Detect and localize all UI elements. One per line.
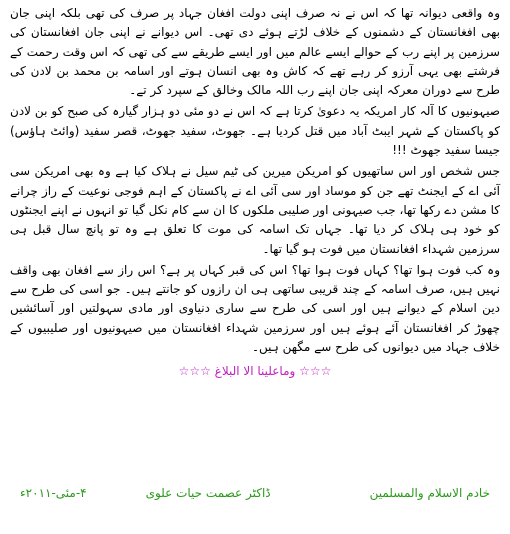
- closing-line: ☆☆☆ وماعلینا الا البلاغ ☆☆☆: [178, 364, 332, 379]
- signature-footer: [20, 481, 490, 505]
- author-name: ڈاکٹر عصمت حیات علوی: [145, 486, 271, 500]
- paragraph-2: صیہونیوں کا آلہ کار امریکہ یہ دعویٰ کرتا ہے کہ اس نے دو مئی دو ہزار گیارہ کی صبح کو بن لادن کو پاکستان کے شہر ایبٹ آباد میں قتل کردیا ہے۔ جھوٹ، سفید جھوٹ، قصر سفید (وائٹ ہاؤس) جیسا سفید جھوٹ !!!: [10, 104, 500, 158]
- paragraph-3: جس شخص اور اس ساتھیوں کو امریکن میرین کی ٹیم سیل نے ہلاک کیا ہے وہ بھی امریکن سی آئی اے کے ایجنٹ تھے جن کو موساد اور سی آئی اے نے پاکستان کے اہم فوجی نوعیت کے راز چرانے کا مشن دے رکھا تھا، جب صیہونی اور صلیبی ملکوں کا ان سے کام نکل گیا تو انہوں نے اپنے ایجنٹوں کو خود ہی ہلاک کر دیا تھا۔ جہاں تک اسامہ کی موت کا تعلق ہے وہ تو پانچ سال قبل ہی سرزمین شہداء افغانستان میں فوت ہو گیا تھا۔: [10, 164, 500, 256]
- paragraph-4: وہ کب فوت ہوا تھا؟ کہاں فوت ہوا تھا؟ اس کی قبر کہاں پر ہے؟ اس راز سے افغان بھی واقف نہیں ہیں، صرف اسامہ کے چند قریبی ساتھی ہی ان رازوں کو جانتے ہیں۔ جو اسی کی طرح سے دین اسلام کے دیوانے ہیں اور اسی کی طرح سے ساری دنیاوی اور مادی سہولتیں اور آسائشیں چھوڑ کر افغانستان آئے ہوئے ہیں اور سرزمین شہداء افغانستان میں صیہونیوں اور صلیبیوں کے خلاف جہاد میں دیوانوں کی طرح سے مگھن ہیں۔: [10, 262, 500, 355]
- publish-date: ۴-مئی-۲۰۱۱ء: [20, 486, 87, 500]
- signature-title: خادم الاسلام والمسلمین: [369, 486, 490, 500]
- paragraph-1: وہ واقعی دیوانہ تھا کہ اس نے نہ صرف اپنی دولت افغان جہاد پر صرف کی تھی بلکہ اپنی جان بھی افغانستان کے دشمنوں کے خلاف لڑتے ہوئے دی تھی۔ اس دیوانے نے اپنی جان افغانستان کی سرزمین پر اپنے رب کے حوالے ایسے عالم میں اور ایسے طریقے سے کی تھی کہ اس وقت رحمت کے فرشتے بھی یہی آرزو کر رہے تھے کہ کاش وہ بھی انسان ہوتے اور اسامہ بن محمد بن لادن کی طرح سے دوران معرکہ اپنی جان اپنے رب اللہ مالک وخالق کے سپرد کر تے۔: [10, 6, 500, 98]
